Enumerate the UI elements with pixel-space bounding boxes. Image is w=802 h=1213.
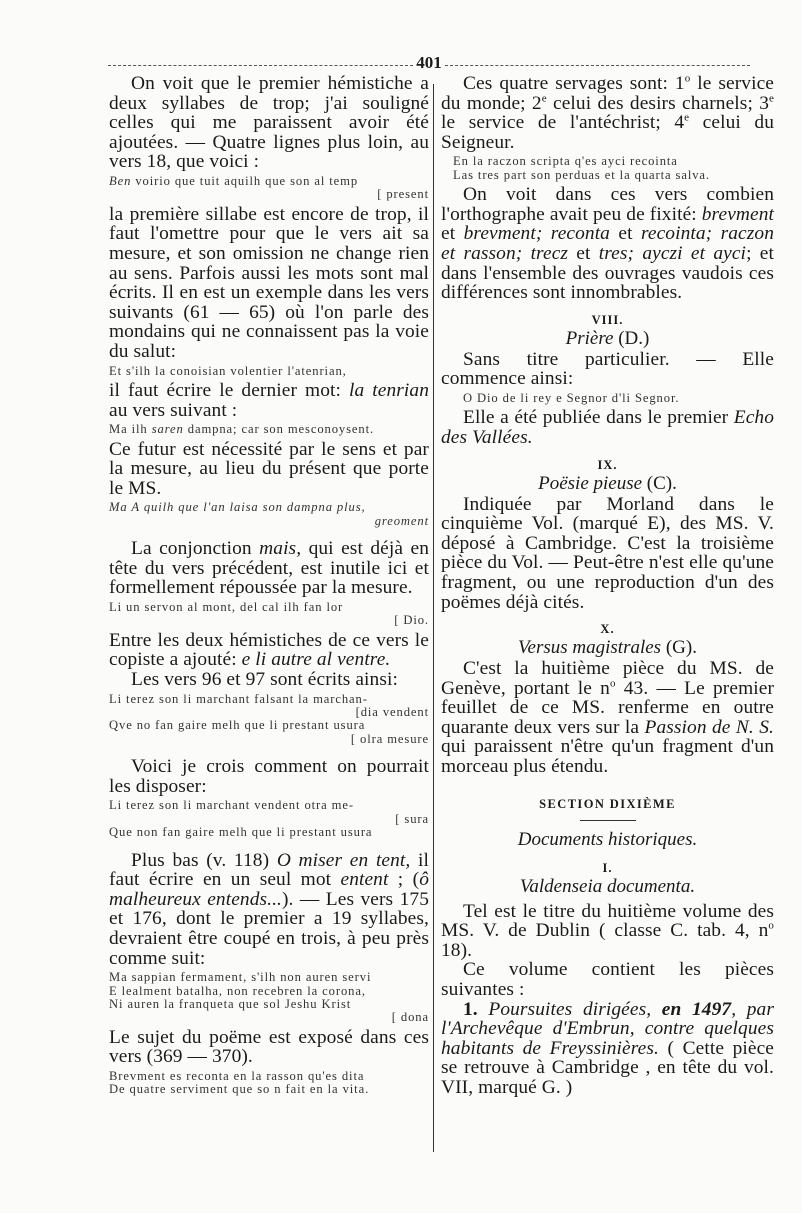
text: il faut écrire le dernier mot: bbox=[109, 379, 349, 401]
italic-term: Passion de N. S. bbox=[644, 716, 775, 738]
text: Ces quatre servages sont: 1 bbox=[463, 73, 685, 94]
verse-quote bbox=[109, 423, 429, 436]
verse-text: Ma ilh bbox=[109, 422, 152, 437]
verse-continuation: [ present bbox=[377, 187, 429, 202]
section-heading: SECTION DIXIÈME bbox=[539, 796, 676, 811]
paragraph bbox=[109, 631, 429, 670]
section-number: VIII. bbox=[591, 312, 624, 327]
header-rule-right bbox=[445, 65, 750, 66]
title-rest: (G). bbox=[661, 637, 697, 659]
italic-term: ô malheureux entends... bbox=[109, 869, 429, 910]
paragraph: Indiquée par Morland dans le cinquième Vol. (marqué E), des MS. V. déposé à Cambridge. C'est la troisième pièce du Vol. — Peut-être n'est elle qu'une fragment, ou une reproduction d'un des poëmes déjà cités. bbox=[441, 493, 774, 613]
verse-quote bbox=[109, 175, 429, 202]
subsection-title: Valdenseia documenta. bbox=[519, 875, 696, 897]
superscript: e bbox=[541, 92, 547, 105]
italic-term: e li autre al ventre. bbox=[241, 649, 391, 671]
text: ( Cette pièce se retrouve à Cambridge , en tête du vol. bbox=[441, 1037, 774, 1079]
paragraph bbox=[441, 74, 774, 152]
italic-term: la tenrian bbox=[349, 379, 429, 401]
verse-text: Ma sappian fermament, s'ilh non auren servi bbox=[109, 970, 372, 985]
verse-quote bbox=[109, 693, 429, 747]
header-rule-left bbox=[108, 65, 413, 66]
text: Tel est le titre du huitième volume des MS. V. de Dublin ( classe C. tab. 4, n bbox=[441, 900, 774, 942]
verse-text: Que non fan gaire melh que li prestant usura bbox=[109, 825, 373, 840]
verse-text: E lealment batalha, non recebren la corona, bbox=[109, 983, 366, 998]
section-title bbox=[441, 637, 774, 659]
verse-text: Et s'ilh la conoisian volentier l'atenrian, bbox=[109, 363, 347, 378]
text: 43. — Le premier feuillet de ce MS. renferme en outre quarante deux vers sur la bbox=[441, 677, 774, 738]
paragraph bbox=[109, 851, 429, 969]
paragraph bbox=[109, 539, 429, 598]
text: qui est déjà en tête du vers précédent, est inutile ici et formellement répoussée par la mesure. bbox=[109, 538, 429, 599]
paragraph: On voit que le premier hémistiche a deux syllabes de trop; j'ai souligné celles qui me paraissent avoir été ajoutées. — Quatre lignes plus loin, au vers 18, que voici : bbox=[109, 73, 429, 173]
list-item bbox=[441, 1000, 774, 1098]
verse-continuation: [dia vendent bbox=[355, 704, 429, 719]
text: On voit dans ces vers combien l'orthographe avait peu de fixité: bbox=[441, 184, 774, 225]
verse-quote bbox=[441, 392, 774, 405]
verse-text: Qve no fan gaire melh que li prestant usura bbox=[109, 718, 366, 733]
verse-text: Li terez son li marchant vendent otra me- bbox=[109, 798, 354, 813]
text: La conjonction bbox=[131, 538, 260, 560]
verse-quote bbox=[109, 601, 429, 628]
verse-text: Brevment es reconta en la rasson qu'es dita bbox=[109, 1068, 365, 1083]
verse-quote bbox=[109, 365, 429, 378]
superscript: o bbox=[768, 919, 774, 932]
text: le service du monde; 2 bbox=[441, 73, 774, 114]
italic-term: , par l'Archevêque d'Embrun, contre quelques habitants de Freyssinières. bbox=[441, 998, 774, 1059]
verse-text: Ni auren la franqueta que sol Jeshu Krist bbox=[109, 996, 352, 1011]
text: qui paraissent n'être qu'un fragment d'un morceau plus étendu. bbox=[441, 736, 774, 778]
volume-number: VII bbox=[441, 1077, 469, 1098]
verse-quote bbox=[109, 1070, 429, 1097]
text: au vers suivant : bbox=[109, 399, 238, 421]
italic-term: Poursuites dirigées, bbox=[477, 998, 662, 1020]
text: le service de l'antéchrist; 4 bbox=[441, 112, 685, 134]
heading-rule bbox=[580, 820, 636, 821]
verse-italic: Ben bbox=[109, 173, 132, 188]
superscript: e bbox=[684, 111, 690, 124]
verse-continuation: [ dona bbox=[391, 1010, 429, 1025]
verse-quote bbox=[109, 501, 429, 528]
section-subtitle: Documents historiques. bbox=[517, 828, 698, 850]
item-number: 1. bbox=[463, 998, 478, 1020]
text: et bbox=[609, 223, 641, 245]
verse-text: Li un servon al mont, del cal ilh fan lor bbox=[109, 599, 344, 614]
italic-term: brevment bbox=[701, 203, 774, 225]
paragraph: Les vers 96 et 97 sont écrits ainsi: bbox=[131, 668, 398, 690]
section-number: IX. bbox=[597, 457, 618, 472]
superscript: o bbox=[609, 677, 616, 690]
paragraph: Ce futur est nécessité par le sens et par la mesure, au lieu du présent que porte le MS. bbox=[109, 438, 429, 499]
text: et bbox=[568, 242, 599, 264]
superscript: e bbox=[769, 92, 775, 105]
left-column bbox=[109, 74, 429, 1100]
subsection-number: I. bbox=[602, 860, 613, 875]
verse-quote bbox=[109, 971, 429, 1025]
title-italic: Prière bbox=[565, 327, 614, 349]
verse-quote bbox=[109, 799, 429, 839]
paragraph bbox=[441, 659, 774, 777]
paragraph bbox=[441, 902, 774, 961]
text: 18). bbox=[441, 939, 473, 961]
title-italic: Poësie pieuse bbox=[538, 472, 643, 494]
title-italic: Versus magistrales bbox=[518, 637, 662, 659]
verse-text: En la raczon scripta q'es ayci recointa bbox=[453, 154, 678, 169]
verse-text: dampna; car son mesconoysent. bbox=[183, 422, 375, 437]
right-column bbox=[441, 74, 774, 1098]
verse-text: Li terez son li marchant falsant la marchan- bbox=[109, 691, 368, 706]
paragraph bbox=[109, 381, 429, 420]
verse-continuation: [ sura bbox=[395, 811, 429, 826]
text: celui du Seigneur. bbox=[441, 112, 774, 153]
verse-italic: saren bbox=[151, 422, 184, 437]
italic-term: brevment; reconta bbox=[463, 223, 610, 245]
text: , marqué G. ) bbox=[468, 1077, 573, 1098]
text: Entre les deux hémistiches de ce vers le copiste a ajouté: bbox=[109, 629, 429, 671]
section-number: X. bbox=[600, 622, 615, 637]
section-title bbox=[441, 473, 774, 495]
italic-term: recointa; raczon et rasson; trecz bbox=[441, 223, 774, 264]
paragraph: Voici je crois comment on pourrait les disposer: bbox=[109, 756, 429, 797]
verse-text: Las tres part son perduas et la quarta salva. bbox=[453, 167, 710, 182]
verse-text: Ma A quilh que l'an laisa son dampna plus, bbox=[109, 500, 366, 515]
superscript: o bbox=[684, 72, 691, 85]
text: et bbox=[441, 223, 464, 245]
italic-term: mais, bbox=[259, 538, 302, 560]
page-header bbox=[108, 53, 750, 72]
paragraph: Sans titre particulier. — Elle commence ainsi: bbox=[441, 348, 774, 390]
italic-term: Echo des Vallées. bbox=[441, 407, 774, 448]
paragraph: la première sillabe est encore de trop, il faut l'omettre pour que le vers ait sa mesure, et son omission ne change rien au sens. Parfois aussi les mots sont mal écrits. Il en est un exemple dans les vers suivants (61 — 65) où l'on parle des mondains qui ne connaissent pas la voie du salut: bbox=[109, 203, 429, 362]
text: Elle a été publiée dans le premier bbox=[463, 407, 734, 429]
verse-quote bbox=[441, 155, 774, 182]
text: ; ( bbox=[388, 869, 420, 891]
paragraph: Ce volume contient les pièces suivantes : bbox=[441, 959, 774, 1001]
verse-continuation: [ Dio. bbox=[394, 613, 429, 628]
verse-text: voirio que tuit aquilh que son al temp bbox=[131, 173, 359, 188]
verse-continuation: greoment bbox=[374, 513, 429, 528]
text: C'est la huitième pièce du MS. de Genève, portant le n bbox=[441, 658, 774, 699]
text: Plus bas (v. 118) bbox=[131, 849, 277, 871]
italic-term: entent bbox=[340, 869, 389, 891]
title-rest: (C). bbox=[642, 472, 677, 494]
italic-term: O miser en tent, bbox=[276, 849, 411, 871]
paragraph bbox=[441, 185, 774, 303]
verse-continuation: [ olra mesure bbox=[350, 731, 429, 746]
verse-text: De quatre serviment que so n fait en la vita. bbox=[109, 1082, 370, 1097]
text: ; et dans l'ensemble des ouvrages vaudois ces différences sont innombrables. bbox=[441, 242, 774, 304]
text: ). — Les vers 175 et 176, dont le premier a 19 syllabes, devraient être coupé en trois, à peu près comme suit: bbox=[109, 888, 429, 969]
section-title bbox=[441, 328, 774, 350]
text: celui des desirs charnels; 3 bbox=[546, 92, 770, 114]
title-rest: (D.) bbox=[613, 327, 650, 349]
paragraph bbox=[441, 408, 774, 447]
column-divider bbox=[433, 84, 434, 1152]
paragraph: Le sujet du poëme est exposé dans ces vers (369 — 370). bbox=[109, 1026, 429, 1068]
page-number: 401 bbox=[416, 53, 442, 72]
italic-term: tres; ayczi et ayci bbox=[598, 242, 747, 264]
verse-text: O Dio de li rey e Segnor d'li Segnor. bbox=[463, 390, 680, 405]
text: il faut écrire en un seul mot bbox=[109, 849, 429, 891]
bold-italic-date: en 1497 bbox=[661, 998, 732, 1020]
